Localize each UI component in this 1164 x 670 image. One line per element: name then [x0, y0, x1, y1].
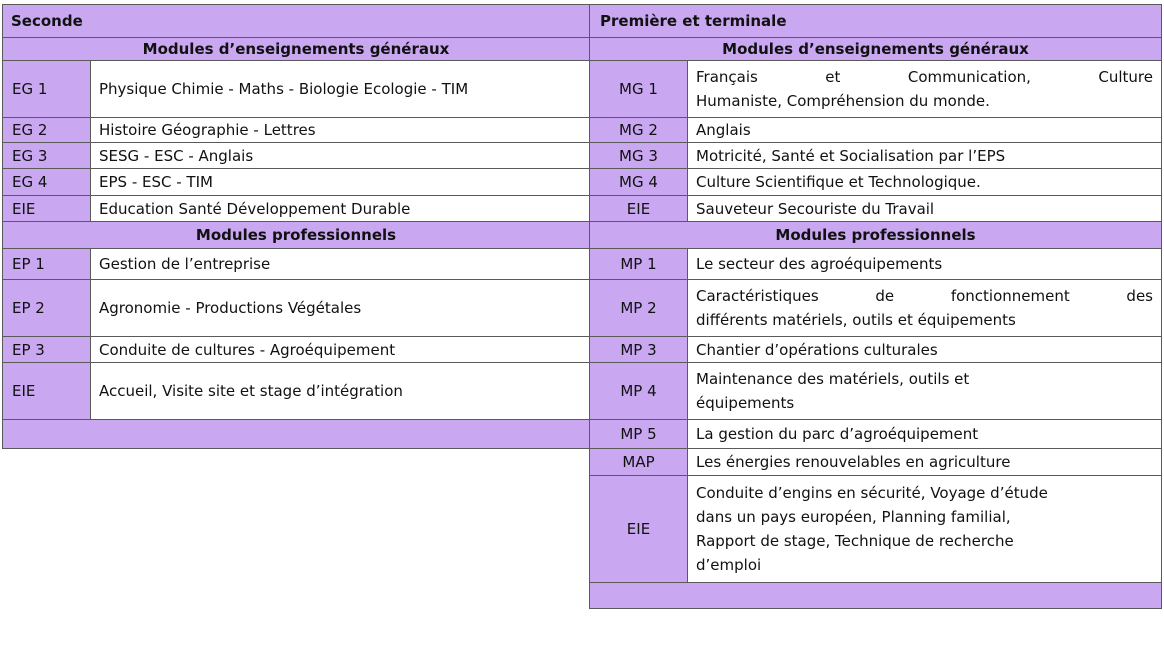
- module-code: EG 4: [3, 169, 91, 196]
- module-code: EG 1: [3, 61, 91, 118]
- module-name: [688, 363, 1162, 420]
- module-name-line: Conduite d’engins en sécurité, Voyage d’étude: [696, 484, 1048, 502]
- table-row: [590, 583, 1162, 609]
- module-code: EP 1: [3, 249, 91, 280]
- table-row: [3, 280, 590, 337]
- blank-row: [3, 420, 590, 449]
- seconde-section-title-pro: Modules professionnels: [3, 222, 590, 249]
- table-row: [3, 143, 590, 169]
- module-name: Le secteur des agroéquipements: [688, 249, 1162, 280]
- module-code: EP 3: [3, 337, 91, 363]
- module-code: MP 3: [590, 337, 688, 363]
- module-name: Les énergies renouvelables en agriculture: [688, 449, 1162, 476]
- table-row: [3, 169, 590, 196]
- module-name: Conduite de cultures - Agroéquipement: [91, 337, 590, 363]
- module-name-line: équipements: [696, 394, 795, 412]
- table-row: [590, 169, 1162, 196]
- table-row: [590, 196, 1162, 222]
- table-row: [590, 449, 1162, 476]
- table-row: [590, 143, 1162, 169]
- module-name: [688, 61, 1162, 118]
- table-row: [3, 363, 590, 420]
- premiere-header: Première et terminale: [590, 5, 1162, 38]
- table-row: [3, 249, 590, 280]
- module-code: EIE: [3, 196, 91, 222]
- seconde-table: [2, 4, 590, 449]
- table-row: [590, 476, 1162, 583]
- seconde-section-title-general: Modules d’enseignements généraux: [3, 38, 590, 61]
- module-name: Histoire Géographie - Lettres: [91, 118, 590, 143]
- module-code: EIE: [590, 196, 688, 222]
- table-row: [3, 118, 590, 143]
- module-name: Culture Scientifique et Technologique.: [688, 169, 1162, 196]
- module-name-line: Rapport de stage, Technique de recherche: [696, 532, 1014, 550]
- module-code: MG 4: [590, 169, 688, 196]
- table-row: [3, 61, 590, 118]
- table-row: [590, 280, 1162, 337]
- module-name-line: Caractéristiques de fonctionnement des: [696, 287, 1153, 305]
- module-name: SESG - ESC - Anglais: [91, 143, 590, 169]
- module-name-line: Humaniste, Compréhension du monde.: [696, 92, 990, 110]
- module-code: EG 2: [3, 118, 91, 143]
- table-row: [3, 196, 590, 222]
- module-name: Gestion de l’entreprise: [91, 249, 590, 280]
- table-row: [590, 61, 1162, 118]
- premiere-section-title-general: Modules d’enseignements généraux: [590, 38, 1162, 61]
- module-name: [688, 280, 1162, 337]
- table-row: [590, 337, 1162, 363]
- module-code: MP 4: [590, 363, 688, 420]
- blank-row: [590, 583, 1162, 609]
- module-name-line: d’emploi: [696, 556, 762, 574]
- module-name-line: Maintenance des matériels, outils et: [696, 370, 970, 388]
- module-code: MAP: [590, 449, 688, 476]
- module-name: Accueil, Visite site et stage d’intégration: [91, 363, 590, 420]
- module-name: Motricité, Santé et Socialisation par l’EPS: [688, 143, 1162, 169]
- module-code: MP 5: [590, 420, 688, 449]
- module-name: Sauveteur Secouriste du Travail: [688, 196, 1162, 222]
- module-code: MG 3: [590, 143, 688, 169]
- module-code: EIE: [590, 476, 688, 583]
- module-name: EPS - ESC - TIM: [91, 169, 590, 196]
- module-code: MP 2: [590, 280, 688, 337]
- module-name: Education Santé Développement Durable: [91, 196, 590, 222]
- premiere-table: [589, 4, 1162, 609]
- module-code: MG 1: [590, 61, 688, 118]
- table-row: [3, 420, 590, 449]
- module-code: EIE: [3, 363, 91, 420]
- table-row: [590, 249, 1162, 280]
- module-name-line: différents matériels, outils et équipements: [696, 311, 1016, 329]
- table-row: [590, 118, 1162, 143]
- module-name: [688, 476, 1162, 583]
- seconde-header: Seconde: [3, 5, 590, 38]
- table-row: [3, 337, 590, 363]
- module-code: MP 1: [590, 249, 688, 280]
- module-name-line: Français et Communication, Culture: [696, 68, 1153, 86]
- table-row: [590, 420, 1162, 449]
- module-name-line: dans un pays européen, Planning familial,: [696, 508, 1011, 526]
- table-row: [590, 363, 1162, 420]
- module-name: Anglais: [688, 118, 1162, 143]
- module-name: La gestion du parc d’agroéquipement: [688, 420, 1162, 449]
- premiere-section-title-pro: Modules professionnels: [590, 222, 1162, 249]
- module-name: Physique Chimie - Maths - Biologie Ecologie - TIM: [91, 61, 590, 118]
- module-code: MG 2: [590, 118, 688, 143]
- module-code: EP 2: [3, 280, 91, 337]
- module-name: Chantier d’opérations culturales: [688, 337, 1162, 363]
- module-name: Agronomie - Productions Végétales: [91, 280, 590, 337]
- module-code: EG 3: [3, 143, 91, 169]
